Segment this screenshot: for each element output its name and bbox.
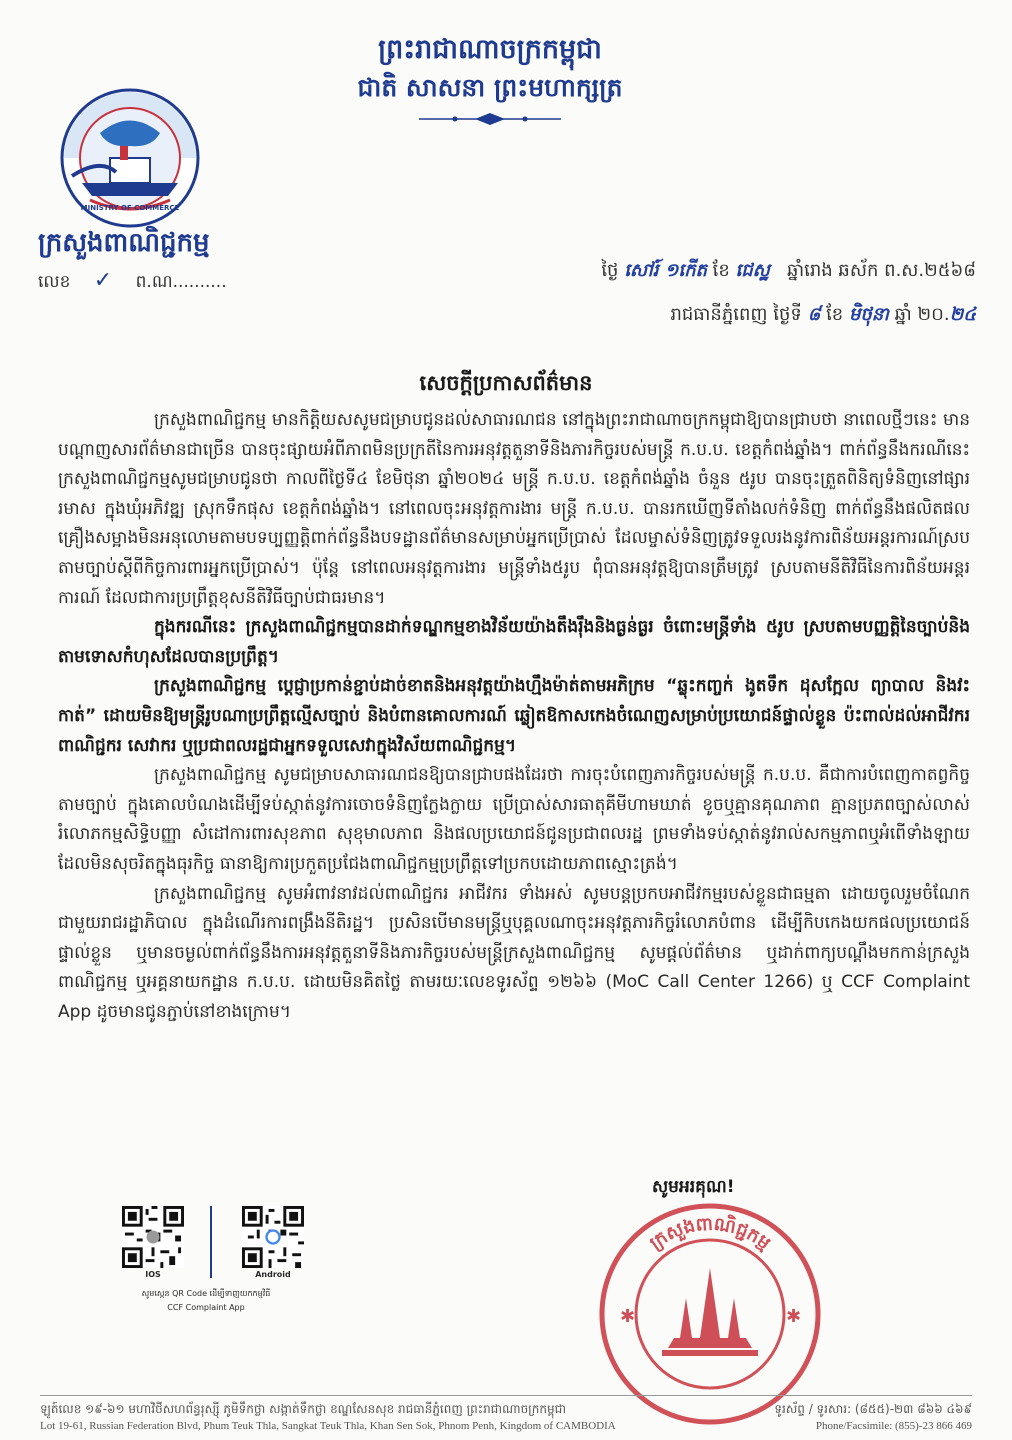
document-heading: សេចក្តីប្រកាសព័ត៌មាន <box>419 371 593 395</box>
qr-app-name: CCF Complaint App <box>167 1303 245 1312</box>
paragraph: ក្រសួងពាណិជ្ជកម្ម មានកិត្តិយសសូមជម្រាបជូនដល់សាធារណជន នៅក្នុងព្រះរាជាណាចក្រកម្ពុជាឱ្យបានជ្រាបថា នាពេលថ្មីៗនេះ មានបណ្តាញសារព័ត៌មានជាច្រើន បានចុះផ្សាយអំពីភាពមិនប្រក្រតីនៃការអនុវត្តតួនាទីនិងភារកិច្ចរបស់មន្ត្រី ក.ប.ប. ខេត្តកំពង់ឆ្នាំង។ ពាក់ព័ន្ធនឹងករណីនេះ ក្រសួងពាណិជ្ជកម្មសូមជម្រាបជូនថា កាលពីថ្ងៃទី៤ ខែមិថុនា ឆ្នាំ២០២៤ មន្ត្រី ក.ប.ប. ខេត្តកំពង់ឆ្នាំង ចំនួន ៥រូប បានចុះត្រួតពិនិត្យទំនិញនៅផ្សាររមាស ក្នុងឃុំអភិវឌ្ឍ ស្រុកទឹកផុស ខេត្តកំពង់ឆ្នាំង។ នៅពេលចុះអនុវត្តការងារ មន្ត្រី ក.ប.ប. បានរកឃើញទីតាំងលក់ទំនិញ ពាក់ព័ន្ធនឹងផលិតផលគ្រឿងសម្អាងមិនអនុលោមតាមបទប្បញ្ញត្តិពាក់ព័ន្ធនឹងបទដ្ឋានព័ត៌មានសម្រាប់អ្នកប្រើប្រាស់ ដែលម្ចាស់ទំនិញត្រូវទទួលរងនូវការពិន័យអន្តរការណ៍ស្របតាមច្បាប់ស្តីពីកិច្ចការពារអ្នកប្រើប្រាស់។ ប៉ុន្តែ នៅពេលអនុវត្តការងារ មន្ត្រីទាំង៥រូប ពុំបានអនុវត្តឱ្យបានត្រឹមត្រូវ ស្របតាមនីតិវិធីនៃការពិន័យអន្តរការណ៍ ដែលជាការប្រព្រឹត្តខុសនីតិវិធីច្បាប់ជាធរមាន។ <box>58 410 970 608</box>
ornament-divider <box>415 112 565 126</box>
reference-number <box>38 268 227 296</box>
footer-khmer <box>40 1401 972 1419</box>
lunar-year: ឆ្នាំរោង ឆស័ក ព.ស.២៥៦៨ <box>787 260 976 281</box>
footer-address-kh: ឡូត៍លេខ ១៩-៦១ មហាវិថីសហព័ន្ធរុស្ស៊ី ភូមិទឹកថ្លា សង្កាត់ទឹកថ្លា ខណ្ឌសែនសុខ រាជធានីភ្នំពេញ ព្រះរាជាណាចក្រកម្ពុជា <box>40 1402 567 1416</box>
paragraph: ក្រសួងពាណិជ្ជកម្ម សូមជម្រាបសាធារណជនឱ្យបានជ្រាបផងដែរថា ការចុះបំពេញភារកិច្ចរបស់មន្ត្រី ក.ប.ប. គឺជាការបំពេញកាតព្វកិច្ចតាមច្បាប់ ក្នុងគោលបំណងដើម្បីទប់ស្កាត់នូវការចោចទំនិញក្លែងក្លាយ ប្រើប្រាស់សារធាតុគីមីហាមឃាត់ ខូចឬគ្មានគុណភាព គ្មានប្រភពច្បាស់លាស់ រំលោភកម្មសិទ្ធិបញ្ញា សំដៅការពារសុខភាព សុខុមាលភាព និងផលប្រយោជន៍ជូនប្រជាពលរដ្ឋ ព្រមទាំងទប់ស្កាត់នូវរាល់សកម្មភាពឬអំពើទាំងឡាយដែលមិនសុចរិតក្នុងធុរកិច្ច ធានាឱ្យការប្រកួតប្រជែងពាណិជ្ជកម្មប្រព្រឹត្តទៅប្រកបដោយភាពស្មោះត្រង់។ <box>58 765 970 874</box>
lunar-date <box>601 258 976 285</box>
footer-phone-en: Phone/Facsimile: (855)-23 866 469 <box>815 1420 972 1432</box>
ministry-name: ក្រសួងពាណិជ្ជកម្ម <box>38 228 210 258</box>
paragraph: ក្រសួងពាណិជ្ជកម្ម សូមអំពាវនាវដល់ពាណិជ្ជករ អាជីវករ ទាំងអស់ សូមបន្តប្រកបអាជីវកម្មរបស់ខ្លួនជាធម្មតា ដោយចូលរួមចំណែកជាមួយរាជរដ្ឋាភិបាល ក្នុងដំណើរការពង្រឹងនីតិរដ្ឋ។ ប្រសិនបើមានមន្ត្រីឬបុគ្គលណាចុះអនុវត្តភារកិច្ចរំលោភបំពាន ដើម្បីកិបកេងយកផលប្រយោជន៍ផ្ទាល់ខ្លួន ឬមានចម្ងល់ពាក់ព័ន្ធនឹងការអនុវត្តតួនាទីនិងភារកិច្ចរបស់មន្ត្រីក្រសួងពាណិជ្ជកម្ម សូមផ្តល់ព័ត៌មាន ឬដាក់ពាក្យបណ្តឹងមកកាន់ក្រសួងពាណិជ្ជកម្ម ឬអគ្គនាយកដ្ឋាន ក.ប.ប. ដោយមិនគិតថ្លៃ តាមរយៈលេខទូរស័ព្ទ ១២៦៦ (MoC Call Center 1266) ឬ CCF Complaint App ដូចមានជូនភ្ជាប់នៅខាងក្រោម។ <box>58 883 970 1022</box>
star-icon: ✱ <box>620 1306 636 1327</box>
date-year-label: ឆ្នាំ ២០. <box>894 304 950 325</box>
star-icon: ✱ <box>786 1306 802 1327</box>
paragraph: ក្រសួងពាណិជ្ជកម្ម ប្តេជ្ញាប្រកាន់ខ្ជាប់ដាច់ខាតនិងអនុវត្តយ៉ាងហ្មឹងម៉ាត់តាមអភិក្រម “ឆ្លុះកញ្ចក់ ងូតទឹក ដុសក្អែល ព្យាបាល និងវះកាត់” ដោយមិនឱ្យមន្ត្រីរូបណាប្រព្រឹត្តល្មើសច្បាប់ និងបំពានគោលការណ៍ ឆ្លៀតឱកាសកេងចំណេញសម្រាប់ប្រយោជន៍ផ្ទាល់ខ្លួន ប៉ះពាល់ដល់អាជីវករ ពាណិជ្ជករ សេវាករ ឬប្រជាពលរដ្ឋជាអ្នកទទួលសេវាក្នុងវិស័យពាណិជ្ជកម្ម។ <box>58 676 970 756</box>
qr-scan-note: សូមស្កេន QR Code ដើម្បីទាញយកកម្មវិធី <box>141 1289 271 1298</box>
document-body <box>58 406 970 1027</box>
qr-divider <box>210 1206 212 1278</box>
android-qr-code[interactable] <box>242 1206 304 1268</box>
logo-caption: MINISTRY OF COMMERCE <box>80 204 180 212</box>
lunar-month: ជេស្ឋ <box>735 260 770 281</box>
city-date-prefix: រាជធានីភ្នំពេញ ថ្ងៃទី <box>670 304 802 325</box>
kingdom-title: ព្រះរាជាណាចក្រកម្ពុជា <box>378 34 602 65</box>
date-month: មិថុនា <box>848 304 889 325</box>
solar-date <box>670 302 976 329</box>
lunar-month-label: ខែ <box>712 260 730 281</box>
footer-english <box>40 1420 972 1432</box>
date-day: ៨ <box>807 304 821 325</box>
footer-address-en: Lot 19-61, Russian Federation Blvd, Phum Teuk Thla, Sangkat Teuk Thla, Khan Sen Sok, Phnom Penh, Kingdom of CAMBODIA <box>40 1420 616 1432</box>
date-month-label: ខែ <box>826 304 844 325</box>
lunar-day: សៅរ៍ ១កើត <box>624 260 707 281</box>
ministry-logo <box>60 88 200 228</box>
ios-qr-code[interactable] <box>122 1206 184 1268</box>
footer-phone-kh: ទូរស័ព្ទ / ទូរសារ: (៨៥៥)-២៣ ៨៦៦ ៤៦៩ <box>774 1402 972 1416</box>
ios-label: IOS <box>145 1270 161 1279</box>
android-label: Android <box>255 1270 291 1279</box>
seal-text: ក្រសួងពាណិជ្ជកម្ម <box>645 1213 775 1255</box>
date-year: ២៤ <box>949 304 976 325</box>
kingdom-header <box>330 30 650 130</box>
paragraph: ក្នុងករណីនេះ ក្រសួងពាណិជ្ជកម្មបានដាក់ទណ្ឌកម្មខាងវិន័យយ៉ាងតឹងរ៉ឹងនិងធ្ងន់ធ្ងរ ចំពោះមន្ត្រីទាំង ៥រូប ស្របតាមបញ្ញត្តិនៃច្បាប់និងតាមទោសកំហុសដែលបានប្រព្រឹត្ត។ <box>58 617 970 667</box>
qr-code-area <box>118 1206 318 1314</box>
reference-label: លេខ <box>38 272 71 292</box>
check-mark: ✓ <box>93 268 113 293</box>
national-motto: ជាតិ សាសនា ព្រះមហាក្សត្រ <box>357 73 623 102</box>
reference-code: ព.ណ.......... <box>135 272 227 292</box>
footer-divider <box>40 1395 972 1396</box>
lunar-prefix: ថ្ងៃ <box>601 260 619 281</box>
closing-thanks: សូមអរគុណ! <box>652 1177 735 1197</box>
